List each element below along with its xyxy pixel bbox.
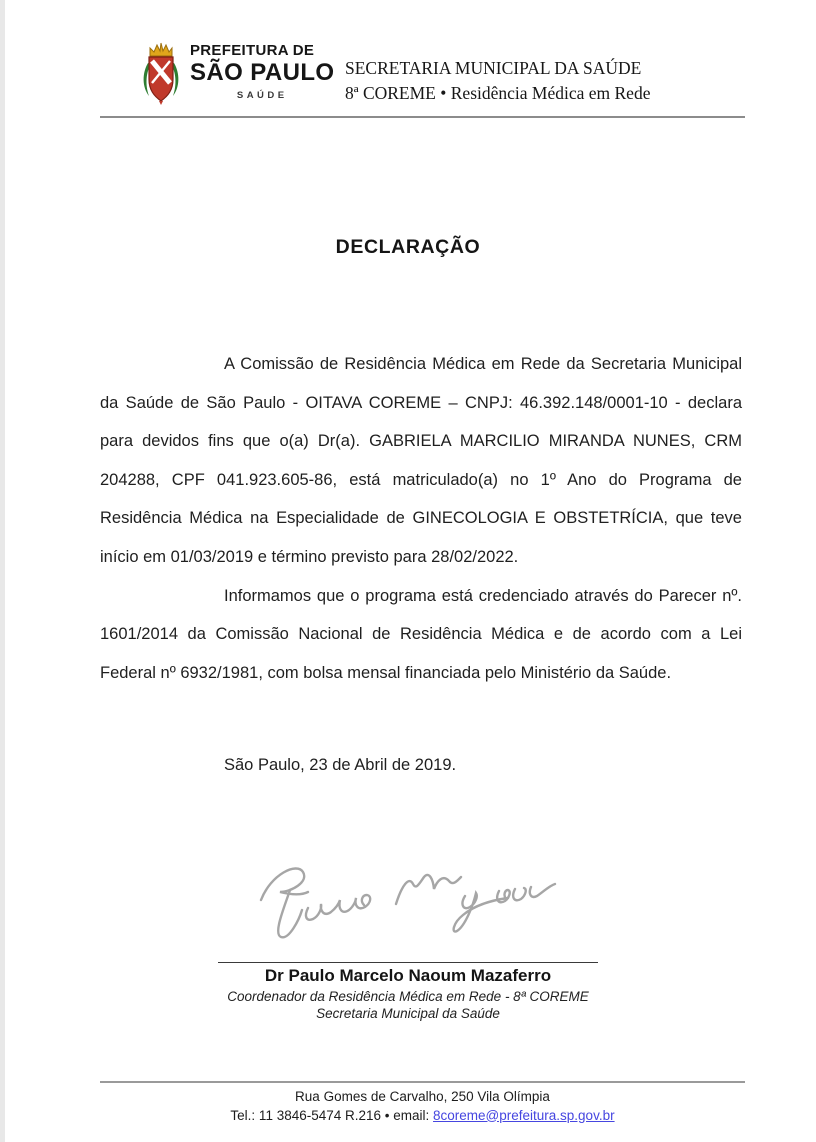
org-header-text bbox=[345, 56, 650, 106]
brand-line-saude: SAÚDE bbox=[236, 90, 288, 101]
header-divider bbox=[100, 116, 745, 118]
signature-block bbox=[0, 858, 816, 1022]
signature-line bbox=[218, 962, 598, 963]
org-line-secretaria: SECRETARIA MUNICIPAL DA SAÚDE bbox=[345, 58, 642, 78]
signatory-organization: Secretaria Municipal da Saúde bbox=[316, 1006, 500, 1021]
paragraph-declaration: A Comissão de Residência Médica em Rede da Secretaria Municipal da Saúde de São Paulo - OITAVA COREME – CNPJ: 46.392.148/0001-10 - declara para devidos fins que o(a) Dr(a). GABRIELA MARCILIO MIRANDA NUNES, CRM 204288, CPF 041.923.605-86, está matriculado(a) no 1º Ano do Programa de Residência Médica na Especialidade de GINECOLOGIA E OBSTETRÍCIA, que teve início em 01/03/2019 e término previsto para 28/02/2022. bbox=[100, 355, 742, 566]
org-line-coreme: 8ª COREME • Residência Médica em Rede bbox=[345, 83, 651, 103]
prefeitura-brand bbox=[140, 42, 335, 106]
document-footer bbox=[100, 1081, 745, 1125]
document-title: DECLARAÇÃO bbox=[335, 236, 481, 258]
footer-phone: Tel.: 11 3846-5474 R.216 • email: bbox=[230, 1107, 434, 1123]
sao-paulo-crest-icon bbox=[140, 42, 182, 106]
handwritten-signature-image bbox=[253, 858, 563, 960]
brand-text bbox=[190, 42, 335, 101]
footer-address: Rua Gomes de Carvalho, 250 Vila Olímpia bbox=[295, 1089, 550, 1104]
signatory-name: Dr Paulo Marcelo Naoum Mazaferro bbox=[264, 966, 552, 985]
brand-line-prefeitura: PREFEITURA DE bbox=[190, 42, 315, 59]
document-body bbox=[100, 345, 742, 785]
paragraph-accreditation: Informamos que o programa está credenciado através do Parecer nº. 1601/2014 da Comissão Nacional de Residência Médica e de acordo com a Lei Federal nº 6932/1981, com bolsa mensal financiada pelo Ministério da Saúde. bbox=[100, 586, 742, 682]
footer-contact bbox=[100, 1107, 745, 1126]
date-line: São Paulo, 23 de Abril de 2019. bbox=[224, 756, 457, 775]
brand-line-sao-paulo: SÃO PAULO bbox=[190, 59, 335, 86]
footer-email-link[interactable]: 8coreme@prefeitura.sp.gov.br bbox=[433, 1107, 615, 1123]
signatory-role: Coordenador da Residência Médica em Rede - 8ª COREME bbox=[227, 989, 589, 1004]
